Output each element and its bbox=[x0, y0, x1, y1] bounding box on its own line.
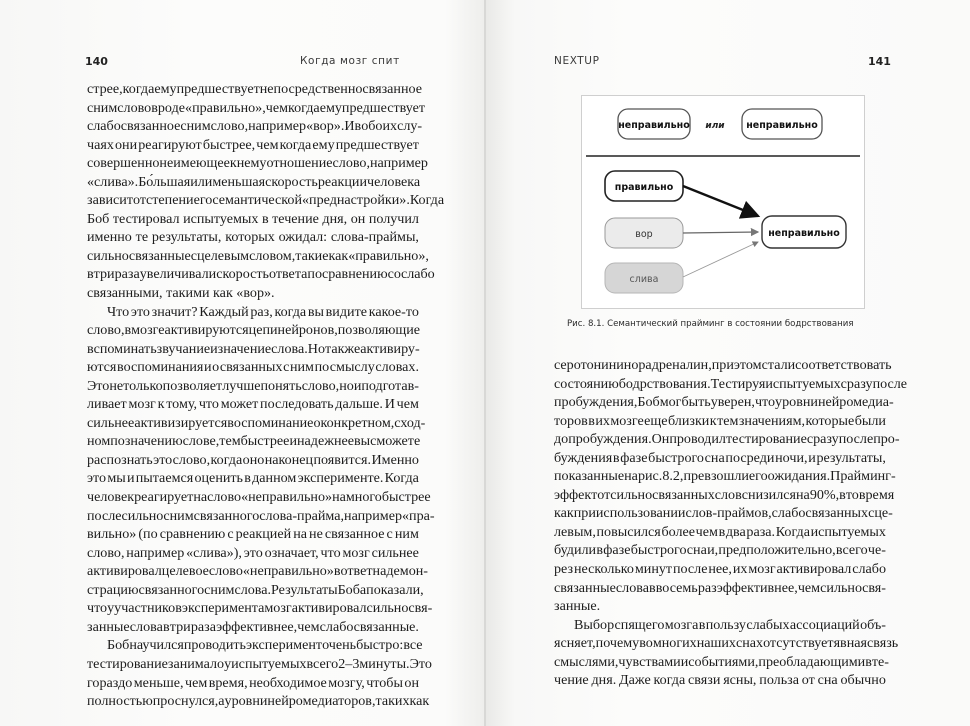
priming-diagram bbox=[582, 96, 864, 308]
text-line: серотонин и норадреналин, при этом стали соответствовать bbox=[554, 357, 892, 373]
text-line: слово, например «слива»), это означает, что мозг сильнее bbox=[87, 544, 419, 561]
top-word-left: неправильно bbox=[618, 120, 690, 131]
text-line: полностью проснулся, а уровни нейромедиаторов, таких как bbox=[87, 693, 430, 710]
text-line: занные. bbox=[554, 598, 601, 615]
text-line: Боб научился проводить эксперимент очень быстро: все bbox=[107, 637, 423, 654]
left-running-head: Когда мозг спит bbox=[300, 55, 400, 67]
text-line: слово, в мозге активируются цепи нейронов, позволяющие bbox=[87, 322, 421, 339]
text-line: Боб тестировал испытуемых в течение дня, он получил bbox=[87, 210, 419, 227]
unrelated-arrow bbox=[683, 242, 758, 277]
text-line: рез несколько минут после нее, их мозг активировал слабо bbox=[554, 561, 886, 578]
text-line: будили в фазе быстрого сна и, предположительно, всего че- bbox=[554, 542, 886, 559]
text-line: связанными, такими как «вор». bbox=[87, 285, 275, 302]
text-line: в три раза увеличивали скорость ответа по сравнению со слабо bbox=[87, 266, 435, 283]
text-line: как при использовании слов-праймов, слабо связанных с це- bbox=[554, 505, 893, 522]
text-line: зависит от степени его семантической «преднастройки». Когда bbox=[87, 192, 445, 209]
text-line: «слива». Бо́льшая или меньшая скорость реакции человека bbox=[87, 173, 421, 190]
text-line: торов в их мозге еще близки к тем значениям, которые были bbox=[554, 412, 886, 429]
text-line: человек реагирует на слово «неправильно» намного быстрее bbox=[87, 489, 431, 506]
text-line: слабо связанное с ним слово, например «вор». И в обоих слу- bbox=[87, 118, 423, 135]
text-line: совершенно не имеющее к нему отношение слово, например bbox=[87, 155, 428, 172]
text-line: сильнее активизируется воспоминание о конкретном, сход- bbox=[87, 414, 426, 431]
prime-strong: правильно bbox=[614, 182, 674, 193]
text-line: связанные слова в восемь раз эффективнее, чем сильно свя- bbox=[554, 579, 886, 596]
text-line: левым, повысился более чем в два раза. Когда испытуемых bbox=[554, 523, 886, 540]
text-line: показанные на рис. 8.2, превзошли его ожидания. Прайминг- bbox=[554, 468, 896, 485]
figure-caption: Рис. 8.1. Семантический прайминг в состоянии бодрствования bbox=[567, 319, 854, 329]
text-line: чаях они реагируют быстрее, чем когда ему предшествует bbox=[87, 136, 419, 153]
text-line: пробуждения, Боб мог быть уверен, что уровни нейромедиа- bbox=[554, 394, 894, 411]
text-line: вильно» (по сравнению с реакцией на не связанное с ним bbox=[87, 526, 419, 543]
text-line: чение дня. Даже когда связи ясны, польза от сна обычно bbox=[554, 672, 886, 689]
left-folio bbox=[85, 55, 108, 68]
left-body-text bbox=[87, 80, 445, 711]
text-line: ются воспоминания и о связанных с ним по смыслу словах. bbox=[87, 359, 419, 376]
text-line: Это не только позволяет лучше понять слово, но и подготав- bbox=[87, 377, 419, 394]
right-folio bbox=[868, 55, 891, 68]
text-line: это мы и пытаемся оценить в данном эксперименте. Когда bbox=[87, 470, 419, 487]
text-line: состоянию бодрствования. Тестируя испытуемых сразу после bbox=[554, 375, 908, 392]
figure-semantic-priming bbox=[581, 95, 865, 309]
text-line: что у участников эксперимента мозг активировал сильно свя- bbox=[87, 600, 433, 617]
text-line: сильно связанные с целевым словом, такие как «правильно», bbox=[87, 247, 429, 264]
text-line: страцию связанного с ним слова. Результаты Боба показали, bbox=[87, 581, 424, 598]
text-line: занные слова в три раза эффективнее, чем слабо связанные. bbox=[87, 618, 419, 635]
text-line: тестирование занимало у испытуемых всего 2–3 минуты. Это bbox=[87, 655, 432, 672]
text-line: стрее, когда ему предшествует непосредственно связанное bbox=[87, 81, 422, 97]
text-line: гораздо меньше, чем время, необходимое мозгу, чтобы он bbox=[87, 674, 419, 691]
page-number: 140 bbox=[85, 55, 108, 68]
right-running-head: NEXTUP bbox=[554, 55, 600, 67]
text-line: эффект от сильно связанных слов снизился на 90%, в то время bbox=[554, 486, 895, 503]
page-number: 141 bbox=[868, 55, 891, 68]
top-word-right: неправильно bbox=[746, 120, 818, 131]
text-line: ливает мозг к тому, что может последовать дальше. И чем bbox=[87, 396, 419, 413]
text-line: с мыслями, чувствами и событиями, преобладающими в те- bbox=[554, 653, 889, 670]
right-body-text bbox=[554, 356, 908, 690]
top-connector: или bbox=[705, 121, 725, 131]
text-line: вспоминать звучание и значение слова. Но также активиру- bbox=[87, 340, 420, 357]
text-line: буждения в фазе быстрого сна посреди ночи, и результаты, bbox=[554, 449, 886, 466]
strong-arrow bbox=[683, 186, 758, 216]
text-line: ясняет, почему во многих наших снах отсутствует явная связь bbox=[554, 635, 899, 652]
text-line: с ним слово вроде «правильно», чем когда ему предшествует bbox=[87, 99, 426, 116]
target-word: неправильно bbox=[768, 228, 840, 239]
prime-weak: вор bbox=[635, 229, 653, 240]
text-line: распознать это слово, когда оно наконец появится. Именно bbox=[87, 451, 419, 468]
prime-unrelated: слива bbox=[629, 274, 659, 285]
text-line: после сильно с ним связанного слова-прайма, например «пра- bbox=[87, 507, 435, 524]
text-line: именно те результаты, которых ожидал: слова-праймы, bbox=[87, 229, 419, 246]
text-line: Что это значит? Каждый раз, когда вы видите какое-то bbox=[107, 303, 419, 320]
text-line: ном по значению слове, тем быстрее и надежнее вы сможете bbox=[87, 433, 421, 450]
text-line: Выбор спящего мозга в пользу слабых ассоциаций объ- bbox=[574, 616, 886, 633]
weak-arrow bbox=[683, 232, 758, 233]
text-line: активировал целевое слово «неправильно» в ответ на демон- bbox=[87, 563, 428, 580]
text-line: до пробуждения. Он проводил тестирование сразу после про- bbox=[554, 431, 900, 448]
